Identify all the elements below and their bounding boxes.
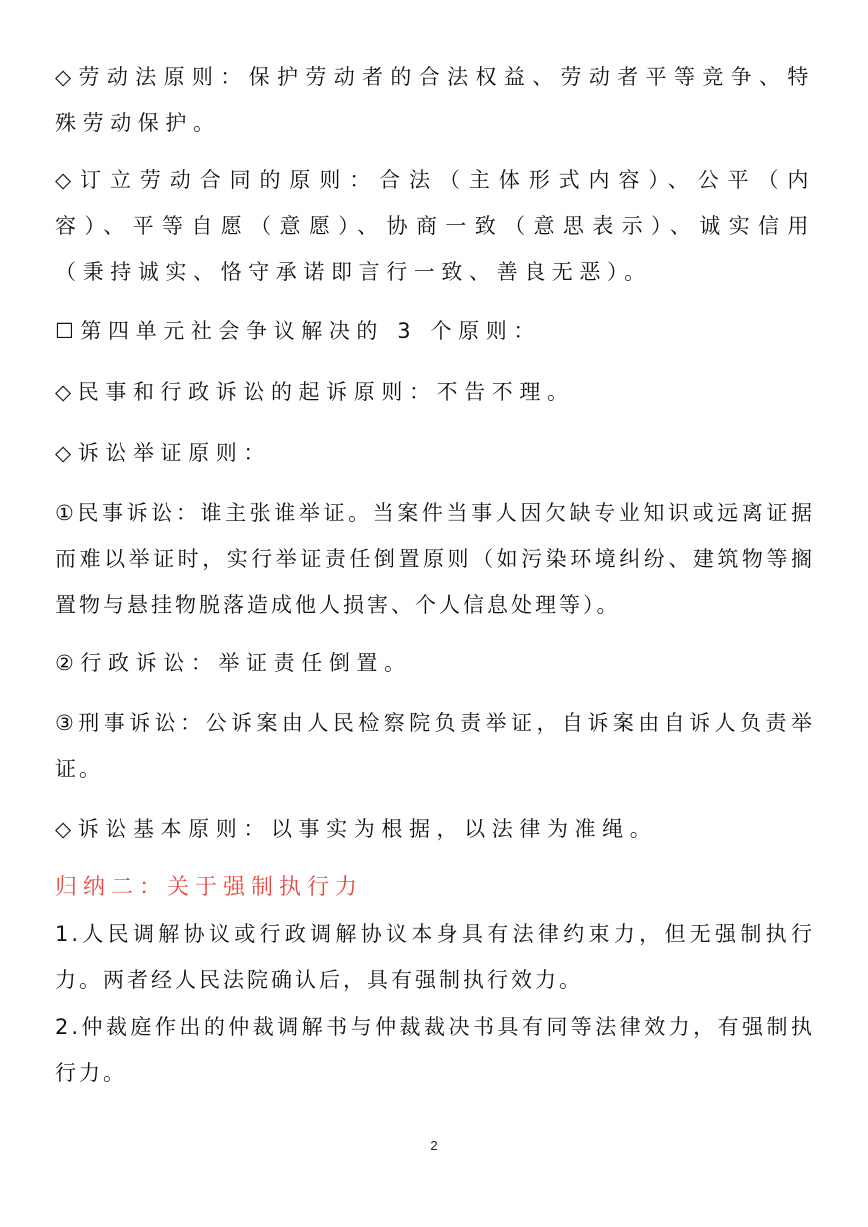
paragraph-administrative-litigation: ②行政诉讼：举证责任倒置。 bbox=[55, 651, 412, 675]
section-heading: 归纳二：关于强制执行力 bbox=[55, 875, 364, 900]
paragraph-criminal-litigation: ③刑事诉讼：公诉案由人民检察院负责举证，自诉案由自诉人负责举证。 bbox=[55, 711, 815, 781]
paragraph-labor-law-principles: ◇劳动法原则：保护劳动者的合法权益、劳动者平等竞争、特殊劳动保护。 bbox=[55, 65, 815, 135]
section-item-2: 2.仲裁庭作出的仲裁调解书与仲裁裁决书具有同等法律效力，有强制执行力。 bbox=[55, 1015, 815, 1085]
page-number: 2 bbox=[430, 1138, 438, 1153]
paragraph-litigation-filing-principle: ◇民事和行政诉讼的起诉原则：不告不理。 bbox=[55, 380, 575, 404]
paragraph-basic-litigation-principle: ◇诉讼基本原则：以事实为根据，以法律为准绳。 bbox=[55, 817, 658, 841]
paragraph-civil-litigation: ①民事诉讼：谁主张谁举证。当案件当事人因欠缺专业知识或远离证据而难以举证时，实行举证责任倒置原则（如污染环境纠纷、建筑物等搁置物与悬挂物脱落造成他人损害、个人信息处理等）。 bbox=[55, 501, 815, 617]
paragraph-unit-four-title: ☐第四单元社会争议解决的 3 个原则： bbox=[55, 319, 541, 343]
paragraph-labor-contract-principles: ◇订立劳动合同的原则：合法（主体形式内容）、公平（内容）、平等自愿（意愿）、协商一致（意思表示）、诚实信用（秉持诚实、恪守承诺即言行一致、善良无恶）。 bbox=[55, 168, 815, 284]
paragraph-burden-of-proof-title: ◇诉讼举证原则： bbox=[55, 441, 271, 465]
section-item-1: 1.人民调解协议或行政调解协议本身具有法律约束力，但无强制执行力。两者经人民法院确认后，具有强制执行效力。 bbox=[55, 922, 815, 992]
